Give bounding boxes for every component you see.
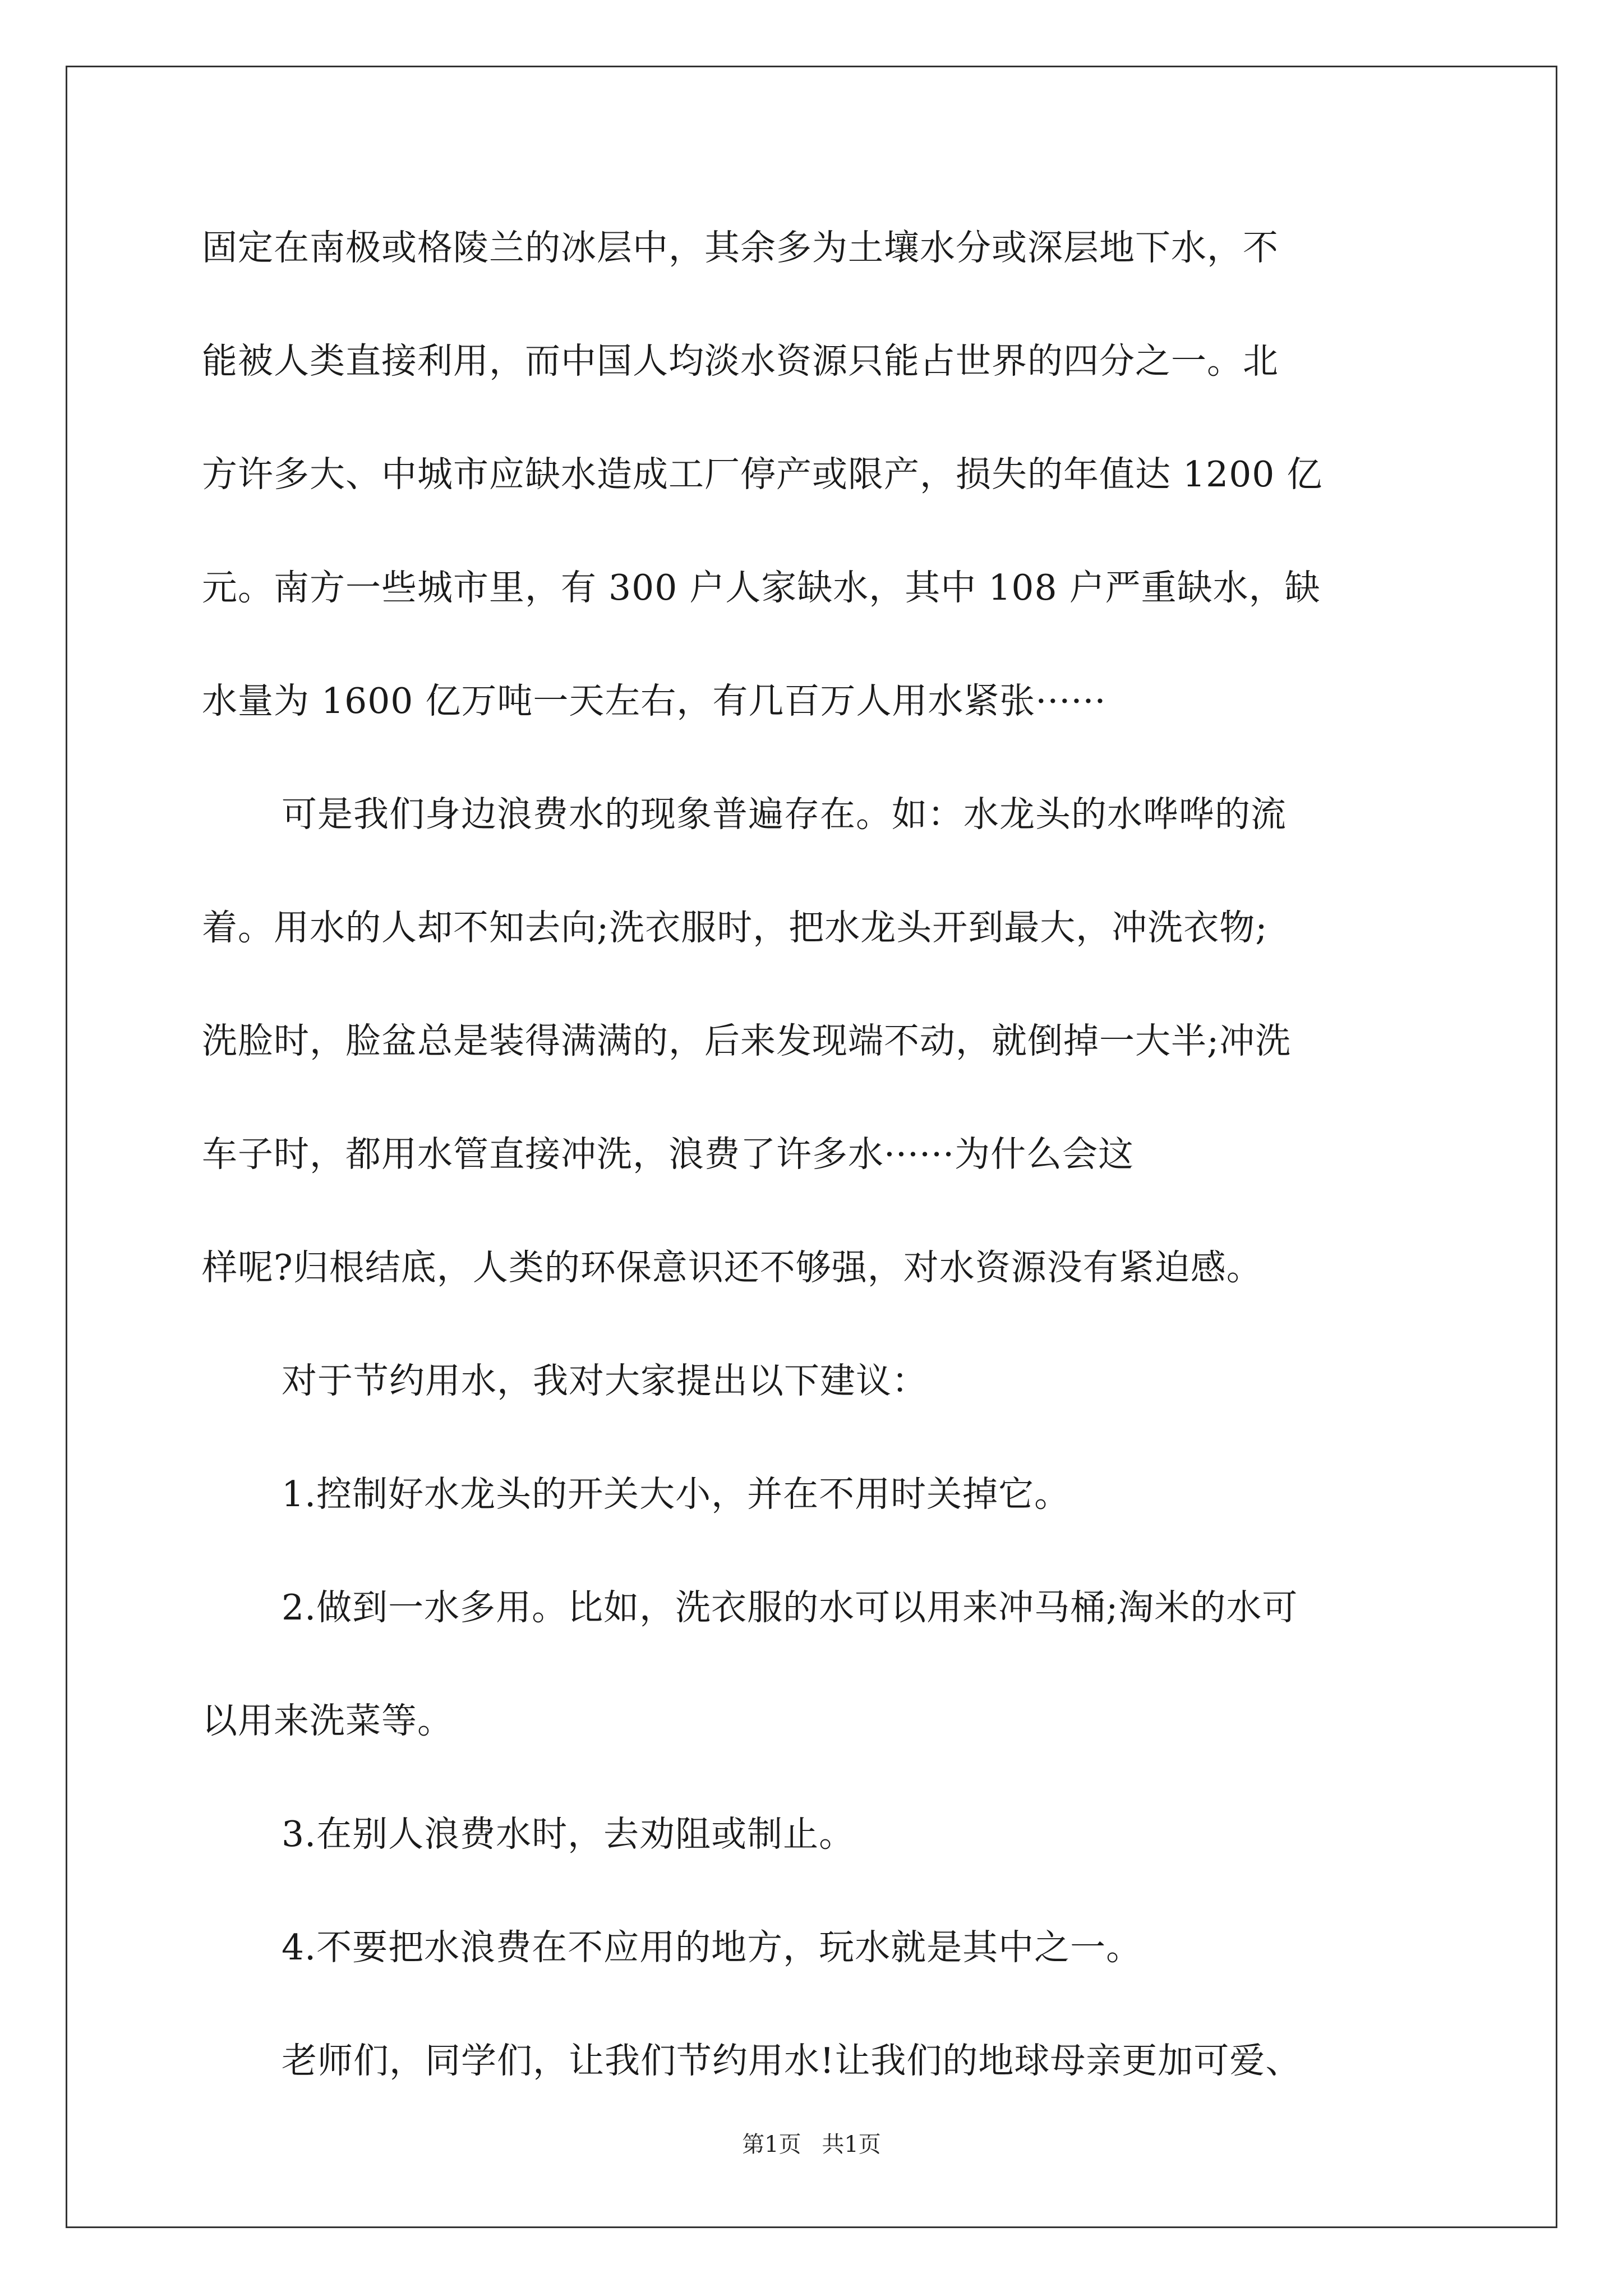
paragraph-start-line: 可是我们身边浪费水的现象普遍存在。如：水龙头的水哗哗的流	[282, 794, 1287, 835]
text-line: 以用来洗菜等。	[202, 1700, 453, 1741]
suggestion-item: 1.控制好水龙头的开关大小，并在不用时关掉它。	[282, 1474, 1071, 1515]
text-line: 车子时，都用水管直接冲洗，浪费了许多水······为什么会这	[202, 1134, 1135, 1175]
document-body	[202, 220, 1429, 2146]
suggestion-item: 3.在别人浪费水时，去劝阻或制止。	[282, 1814, 855, 1855]
suggestion-item: 2.做到一水多用。比如，洗衣服的水可以用来冲马桶;淘米的水可	[282, 1587, 1298, 1628]
text-line: 着。用水的人却不知去向;洗衣服时，把水龙头开到最大，冲洗衣物;	[202, 907, 1268, 948]
page-footer	[0, 2131, 1623, 2159]
text-line: 样呢?归根结底，人类的环保意识还不够强，对水资源没有紧迫感。	[202, 1247, 1262, 1288]
page-number-total: 共1页	[822, 2132, 881, 2157]
text-line: 能被人类直接利用，而中国人均淡水资源只能占世界的四分之一。北	[202, 341, 1279, 381]
paragraph-start-line: 对于节约用水，我对大家提出以下建议：	[282, 1360, 928, 1401]
text-line: 固定在南极或格陵兰的冰层中，其余多为土壤水分或深层地下水，不	[202, 227, 1279, 268]
text-line: 水量为 1600 亿万吨一天左右，有几百万人用水紧张······	[202, 680, 1106, 721]
page-number-current: 第1页	[742, 2132, 801, 2157]
text-line: 元。南方一些城市里，有 300 户人家缺水，其中 108 户严重缺水，缺	[202, 567, 1321, 608]
paragraph-start-line: 老师们，同学们，让我们节约用水!让我们的地球母亲更加可爱、	[282, 2040, 1302, 2081]
text-line: 方许多大、中城市应缺水造成工厂停产或限产，损失的年值达 1200 亿	[202, 454, 1323, 495]
text-line: 洗脸时，脸盆总是装得满满的，后来发现端不动，就倒掉一大半;冲洗	[202, 1020, 1292, 1061]
suggestion-item: 4.不要把水浪费在不应用的地方，玩水就是其中之一。	[282, 1927, 1142, 1968]
